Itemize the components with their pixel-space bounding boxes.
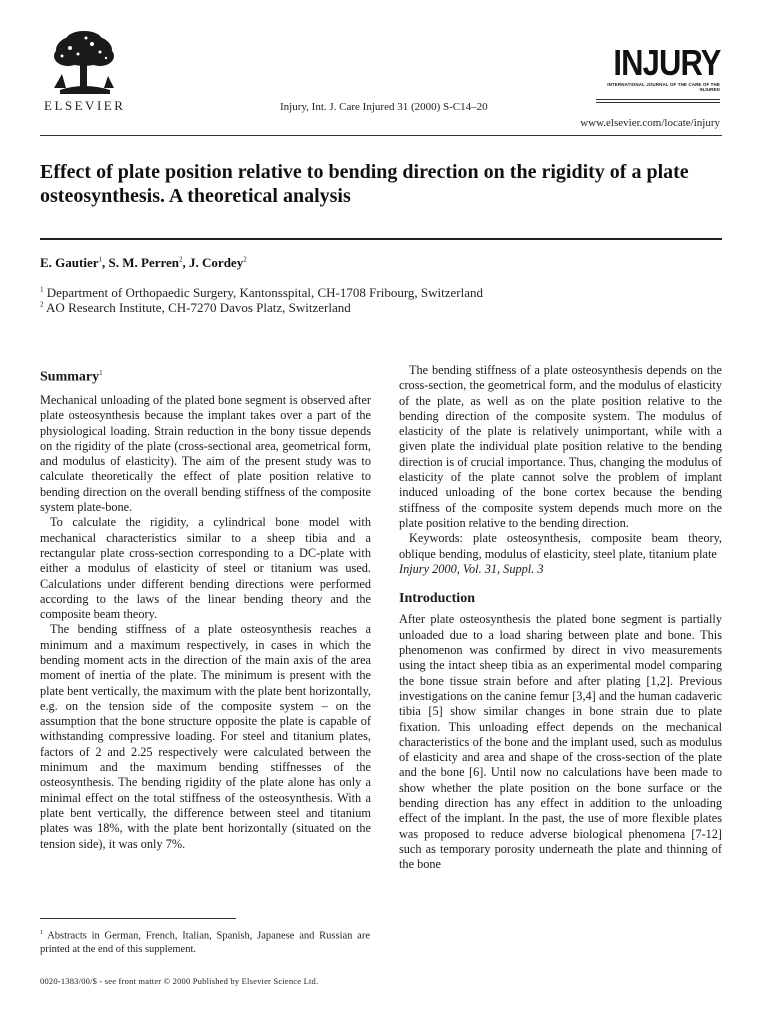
left-column — [40, 366, 371, 852]
journal-url: www.elsevier.com/locate/injury — [580, 117, 720, 129]
affiliation-text: Department of Orthopaedic Surgery, Kantonsspital, CH-1708 Fribourg, Switzerland — [46, 285, 484, 300]
author-name: J. Cordey — [189, 255, 244, 270]
journal-logo-title: INJURY — [613, 42, 721, 83]
article-title: Effect of plate position relative to bending direction on the rigidity of a plate osteosynthesis. A theoretical analysis — [40, 161, 689, 207]
keywords: Keywords: plate osteosynthesis, composite beam theory, oblique bending, modulus of elasticity, steel plate, titanium plate — [399, 531, 722, 561]
summary-heading-text: Summary — [40, 369, 100, 385]
summary-paragraph: To calculate the rigidity, a cylindrical bone model with mechanical characteristics similar to a sheep tibia and a rectangular plate cross-section corresponding to a DC-plate with either a modulus of elasticity of steel or titanium was used. Calculations under different bending directions were performed according to the laws of the linear bending theory and the composite beam theory. — [40, 515, 371, 622]
affiliation-mark: 2 — [40, 300, 44, 309]
logo-divider — [596, 99, 720, 100]
right-column — [399, 363, 722, 873]
introduction-heading: Introduction — [399, 591, 475, 607]
affiliation — [40, 300, 351, 316]
journal-logo — [596, 42, 721, 103]
author-affiliation-mark: 1 — [98, 255, 102, 264]
publisher-name: ELSEVIER — [44, 98, 126, 113]
footnote — [40, 927, 370, 956]
author-name: E. Gautier — [40, 255, 99, 270]
author-name: S. M. Perren — [108, 255, 180, 270]
summary-paragraph: Mechanical unloading of the plated bone segment is observed after plate osteosynthesis because the implant takes over a part of the physiological loading. Strain reduction in the bony tissue depends on the rigidity of the plate (cross-sectional area, geometrical form, and modulus of elasticity). The aim of the present study was to calculate theoretically the effect of plate position relative to bending direction on the overall bending stiffness of the composite system plate-bone. — [40, 392, 371, 515]
author-affiliation-mark: 2 — [179, 255, 183, 264]
affiliation-text: AO Research Institute, CH-7270 Davos Platz, Switzerland — [46, 300, 351, 315]
title-divider — [40, 238, 722, 240]
summary-heading — [40, 366, 371, 385]
journal-logo-subtitle: INTERNATIONAL JOURNAL OF THE CARE OF THE INJURED — [607, 82, 720, 92]
author-affiliation-mark: 2 — [243, 255, 247, 264]
copyright-line: 0020-1383/00/$ - see front matter © 2000 Published by Elsevier Science Ltd. — [40, 976, 319, 986]
summary-conclusion-paragraph: The bending stiffness of a plate osteosynthesis depends on the cross-section, the geometrical form, and the modulus of elasticity of the plate, as well as on the plate position relative to the bending direction of the composite system. The modulus of elasticity of the plate is relatively unimportant, while with a given plate the individual plate position relative to the bending direction is of crucial importance. Thus, changing the modulus of elasticity of the plate cannot solve the problem of implant induced unloading of the bone cortex because the bending stiffness of the composite system depends much more on the plate position relative to the bending direction. — [399, 363, 722, 530]
logo-divider — [596, 102, 720, 103]
journal-reference: Injury 2000, Vol. 31, Suppl. 3 — [399, 561, 544, 576]
journal-citation: Injury, Int. J. Care Injured 31 (2000) S-C14–20 — [280, 101, 488, 113]
summary-paragraph: The bending stiffness of a plate osteosynthesis reaches a minimum and a maximum respectively, in cases in which the bending moment acts in the direction of the main axis of the area moment of inertia of the plate. The minimum is present with the plate bent vertically, the maximum with the plate bent horizontally, e.g. on the tension side of the composite system – on the assumption that the bone structure opposite the plate is capable of withstanding compressive loading. For steel and titanium plates, factors of 2 and 2.25 respectively were calculated between the minimum and the maximum bending stiffnesses of the osteosynthesis. The bending rigidity of the plate alone has only a minimal effect on the total stiffness of the osteosynthesis. With a plate bent vertically, the difference between steel and titanium plates was 18%, with the plate bent horizontally (situated on the tension side), it was only 7%. — [40, 622, 371, 851]
footnote-text: Abstracts in German, French, Italian, Spanish, Japanese and Russian are printed at the end of this supplement. — [40, 930, 370, 955]
footnote-mark: 1 — [99, 369, 103, 377]
header-divider — [40, 135, 722, 136]
affiliation — [40, 285, 483, 301]
footnote-mark: 1 — [40, 930, 43, 936]
author-list: E. Gautier$^1$, S. M. Perren$^2$, J. Cordey$^2$ — [40, 255, 247, 270]
footnote-divider — [40, 918, 236, 919]
introduction-paragraph: After plate osteosynthesis the plated bone segment is partially unloaded due to a load sharing between plate and bone. This phenomenon was confirmed by direct in vivo measurements using the intact sheep tibia as an experimental model comparing the bone tissue strain before and after plating [1,2]. Previous investigations on the canine femur [3,4] and the human cadaveric tibia [5] show similar changes in bone strain due to plate fixation. This unloading effect depends on the mechanical characteristics of the bone and the implant used, such as modulus of elasticity and area and shape of the cross-section of the plate and the bone [6]. Until now no calculations have been made to show whether the plate position on the bone surface or the bending direction has any effect in addition to the unloading effect of the implant. In the past, the use of more flexible plates was proposed to reduce adverse biological phenomena [7-12] such as temporary porosity underneath the plate and thinning of the bone — [399, 612, 722, 872]
affiliation-mark: 1 — [40, 285, 44, 294]
elsevier-tree-logo — [48, 30, 120, 96]
